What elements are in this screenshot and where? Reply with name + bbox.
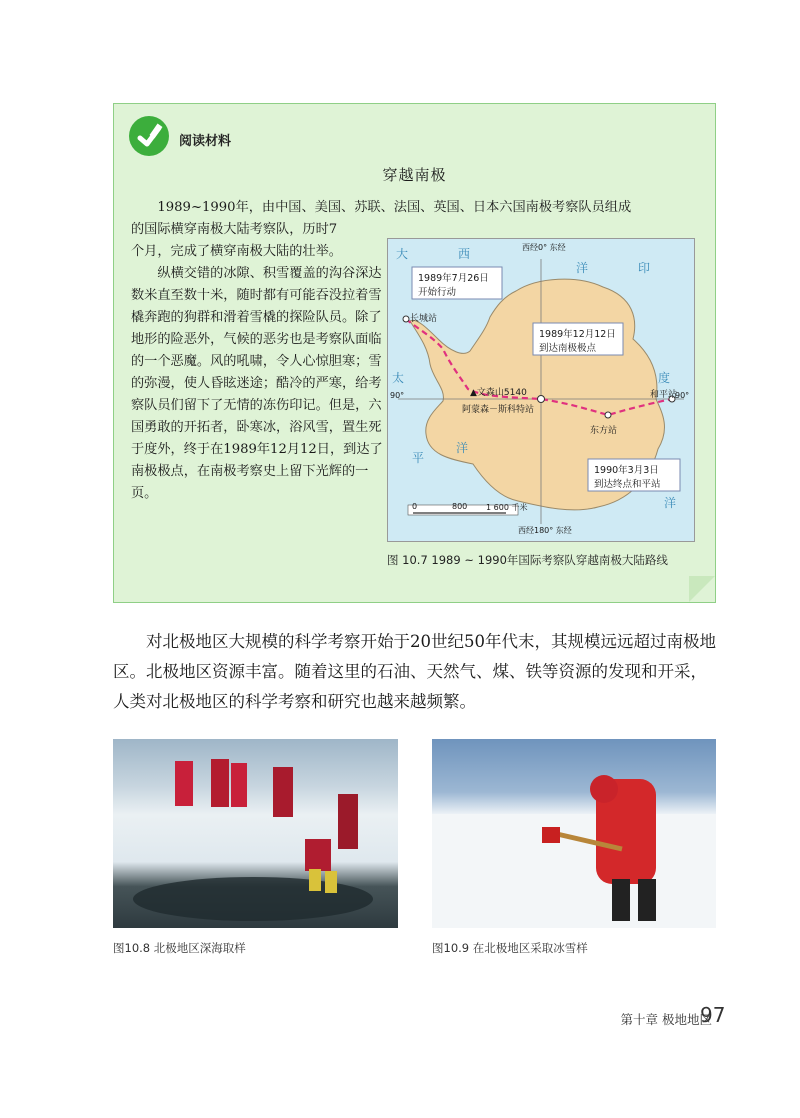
intro-line-3: 个月，完成了横穿南极大陆的壮举。	[131, 244, 342, 259]
map-caption: 图 10.7 1989 ~ 1990年国际考察队穿越南极大陆路线	[387, 553, 668, 567]
ocean-label-yin: 印	[638, 261, 651, 275]
station-heping-label: 和平站	[650, 390, 678, 400]
left-90-label: 90°	[390, 391, 405, 400]
ocean-label-tai: 太	[392, 371, 405, 385]
intro-line-2: 的国际横穿南极大陆考察队，历时7	[131, 222, 338, 237]
photo-deep-sea-sampling	[113, 739, 398, 928]
ocean-label-ping: 平	[412, 451, 425, 465]
reading-title: 穿越南极	[382, 166, 447, 184]
page-number: 97	[700, 1003, 726, 1027]
callout-start-date: 1989年7月26日	[418, 273, 489, 284]
intro-line-1: 1989~1990年，由中国、美国、苏联、法国、英国、日本六国南极考察队员组成	[157, 200, 632, 215]
callout-end-text: 到达终点和平站	[594, 479, 661, 490]
antarctica-route-map	[387, 238, 695, 542]
mountain-label: ▲文森山5140	[470, 388, 527, 398]
pole-station-label: 阿蒙森－斯科特站	[462, 405, 535, 415]
ocean-label-yang3: 洋	[664, 496, 677, 510]
photo-ice-snow-sampling	[432, 739, 716, 928]
reading-material-box	[113, 103, 716, 603]
station-dongfang-label: 东方站	[590, 426, 618, 436]
right-90-label: 90°	[675, 391, 690, 400]
side-paragraph: 纵横交错的冰隙、积雪覆盖的沟谷深达数米直至数十米，随时都有可能吞没拉着雪橇奔跑的狗群和滑着雪橇的探险队员。除了地形的险恶外，气候的恶劣也是考察队面临的一个恶魔。风的吼啸，令人心惊胆寒；雪的弥漫，使人昏眩迷途；酷冷的严寒，给考察队员们留下了无情的冻伤印记。但是，六国勇敢的开拓者，卧寒冰，浴风雪，置生死于度外，终于在1989年12月12日，到达了南极极点，在南极考察史上留下光辉的一页。	[131, 266, 383, 501]
meridian-bottom-label: 西经180° 东经	[518, 526, 572, 535]
ocean-label-du: 度	[658, 371, 671, 385]
reading-badge-icon	[129, 116, 169, 156]
scale-800: 800	[452, 502, 468, 511]
ocean-label-da: 大	[396, 247, 409, 261]
callout-pole-date: 1989年12月12日	[539, 329, 616, 340]
chapter-footer: 第十章 极地地区	[620, 1012, 712, 1027]
callout-end-date: 1990年3月3日	[594, 465, 659, 476]
ocean-label-yang2: 洋	[456, 441, 469, 455]
photo2-caption: 图10.9 在北极地区采取冰雪样	[432, 941, 588, 955]
dongfang-point	[605, 412, 611, 418]
ocean-label-xi: 西	[458, 247, 471, 261]
ocean-label-yang1: 洋	[576, 261, 589, 275]
reading-badge-label: 阅读材料	[179, 134, 232, 149]
page-fold-corner	[689, 576, 715, 602]
start-point	[403, 316, 409, 322]
callout-pole-text: 到达南极极点	[539, 343, 597, 354]
body-paragraph: 对北极地区大规模的科学考察开始于20世纪50年代末，其规模远远超过南极地区。北极地区资源丰富。随着这里的石油、天然气、煤、铁等资源的发现和开采，人类对北极地区的科学考察和研究也越来越频繁。	[113, 632, 716, 711]
photo1-caption: 图10.8 北极地区深海取样	[113, 941, 246, 955]
callout-start-text: 开始行动	[418, 287, 457, 298]
scale-1600: 1 600 千米	[486, 503, 528, 512]
intro-continuation	[131, 219, 381, 263]
pole-point	[538, 396, 545, 403]
meridian-top-label: 西经0° 东经	[522, 243, 566, 252]
scale-0: 0	[412, 502, 418, 511]
station-changcheng-label: 长城站	[410, 314, 438, 324]
